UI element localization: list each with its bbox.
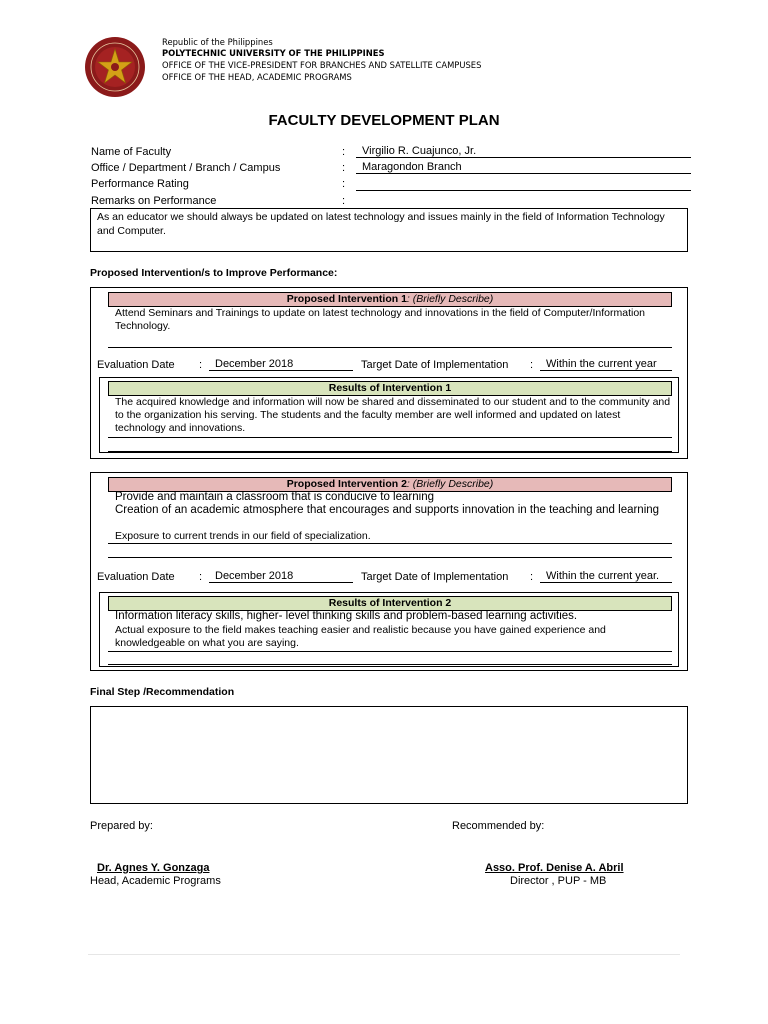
rating-colon: : bbox=[342, 178, 346, 190]
intervention1-target-label: Target Date of Implementation bbox=[361, 359, 509, 371]
final-recommendation-box bbox=[90, 706, 688, 804]
intervention2-results-rule2 bbox=[108, 664, 672, 665]
office-label: Office / Department / Branch / Campus bbox=[91, 162, 281, 174]
intervention1-target-value: Within the current year bbox=[540, 359, 672, 371]
intervention2-results-text2: Actual exposure to the field makes teaching easier and realistic because you have gained experience and knowledgeable on what you are saying. bbox=[115, 624, 606, 649]
intervention2-band bbox=[108, 477, 672, 492]
intervention2-eval-value: December 2018 bbox=[209, 571, 353, 583]
office-value: Maragondon Branch bbox=[356, 161, 691, 174]
intervention2-target-colon: : bbox=[530, 571, 534, 583]
intervention2-results-rule1 bbox=[108, 651, 672, 652]
intervention1-results-rule1 bbox=[108, 437, 672, 438]
intervention2-target-value: Within the current year. bbox=[540, 571, 672, 583]
intervention1-results-rule2 bbox=[108, 451, 672, 452]
recommended-title: Director , PUP - MB bbox=[510, 875, 607, 887]
intervention2-text3: Exposure to current trends in our field of specialization. bbox=[115, 530, 371, 542]
header-vp-office: OFFICE OF THE VICE-PRESIDENT FOR BRANCHES AND SATELLITE CAMPUSES bbox=[162, 60, 482, 70]
name-colon: : bbox=[342, 146, 346, 158]
remarks-label: Remarks on Performance bbox=[91, 195, 217, 207]
intervention1-results-text: The acquired knowledge and information will now be shared and disseminated to our student and to the community and to the organization his serving. The students and the faculty member are well informed and updated on latest technology and innovations. bbox=[115, 396, 671, 434]
office-colon: : bbox=[342, 162, 346, 174]
page-divider bbox=[88, 954, 680, 955]
intervention2-eval-colon: : bbox=[199, 571, 203, 583]
intervention1-results-band: Results of Intervention 1 bbox=[108, 381, 672, 396]
intervention2-results-text1: Information literacy skills, higher- level thinking skills and problem-based learning activities. bbox=[115, 610, 578, 622]
header-republic: Republic of the Philippines bbox=[162, 37, 273, 47]
intervention2-hint: : (Briefly Describe) bbox=[406, 478, 494, 490]
remarks-box: As an educator we should always be updated on latest technology and issues mainly in the field of Information Technology and Computer. bbox=[90, 208, 688, 252]
intervention2-rule1 bbox=[108, 543, 672, 544]
intervention1-title: Proposed Intervention 1 bbox=[286, 293, 407, 305]
header-university: POLYTECHNIC UNIVERSITY OF THE PHILIPPINES bbox=[162, 48, 385, 58]
intervention1-text: Attend Seminars and Trainings to update on latest technology and innovations in the field of Computer/Information Technology. bbox=[115, 307, 645, 332]
intervention2-text2: Creation of an academic atmosphere that encourages and supports innovation in the teaching and learning bbox=[115, 504, 660, 516]
intervention2-results-band: Results of Intervention 2 bbox=[108, 596, 672, 611]
remarks-colon: : bbox=[342, 195, 346, 207]
intervention1-eval-label: Evaluation Date bbox=[97, 359, 175, 371]
rating-label: Performance Rating bbox=[91, 178, 189, 190]
interventions-heading: Proposed Intervention/s to Improve Performance: bbox=[90, 267, 338, 279]
intervention1-hint: : (Briefly Describe) bbox=[406, 293, 494, 305]
name-label: Name of Faculty bbox=[91, 146, 172, 158]
final-heading: Final Step /Recommendation bbox=[90, 686, 235, 698]
prepared-name: Dr. Agnes Y. Gonzaga bbox=[97, 862, 210, 874]
page-title: FACULTY DEVELOPMENT PLAN bbox=[268, 112, 500, 129]
header-head-office: OFFICE OF THE HEAD, ACADEMIC PROGRAMS bbox=[162, 72, 352, 82]
prepared-title: Head, Academic Programs bbox=[90, 875, 221, 887]
rating-value bbox=[356, 178, 691, 191]
recommended-name: Asso. Prof. Denise A. Abril bbox=[485, 862, 624, 874]
intervention1-rule bbox=[108, 347, 672, 348]
intervention1-eval-colon: : bbox=[199, 359, 203, 371]
intervention1-band bbox=[108, 292, 672, 307]
intervention2-rule2 bbox=[108, 557, 672, 558]
intervention1-target-colon: : bbox=[530, 359, 534, 371]
prepared-label: Prepared by: bbox=[90, 820, 153, 832]
university-seal-icon bbox=[84, 36, 146, 98]
intervention2-target-label: Target Date of Implementation bbox=[361, 571, 509, 583]
intervention2-eval-label: Evaluation Date bbox=[97, 571, 175, 583]
intervention2-text1: Provide and maintain a classroom that is conducive to learning bbox=[115, 491, 434, 503]
intervention1-eval-value: December 2018 bbox=[209, 359, 353, 371]
intervention2-title: Proposed Intervention 2 bbox=[286, 478, 407, 490]
recommended-label: Recommended by: bbox=[452, 820, 545, 832]
name-value: Virgilio R. Cuajunco, Jr. bbox=[356, 145, 691, 158]
